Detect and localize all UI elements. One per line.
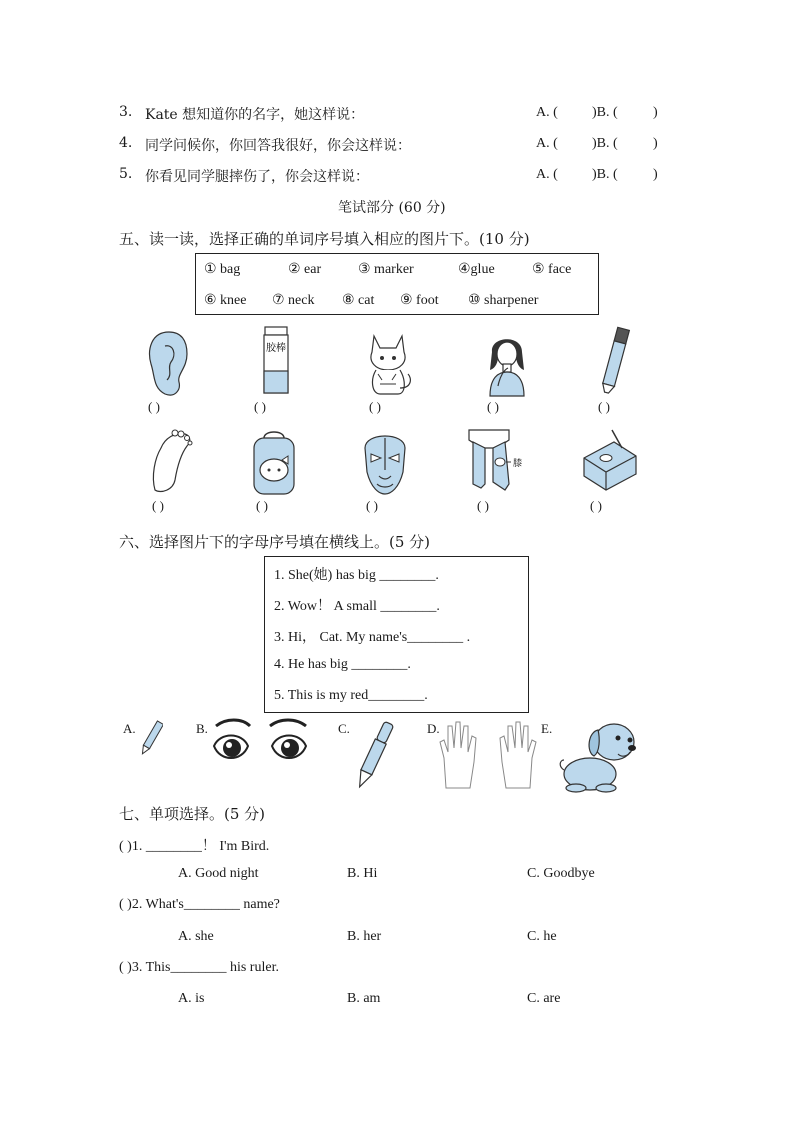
marker-picture xyxy=(596,324,636,398)
sentence-2: 2. Wow！ A small ________. xyxy=(274,599,440,614)
answer-paren[interactable]: ( ) xyxy=(254,399,266,414)
glue-label: 胶棒 xyxy=(266,343,286,354)
option-b[interactable]: B. am xyxy=(347,991,381,1006)
option-a-paren: A. ( xyxy=(536,136,558,151)
answer-paren[interactable]: ( ) xyxy=(590,498,602,513)
answer-paren[interactable]: ( ) xyxy=(598,399,610,414)
hands-picture xyxy=(438,718,538,790)
word-bank-item: ⑥ knee xyxy=(204,293,247,308)
option-a-paren: A. ( xyxy=(536,167,558,182)
word-bank-item: ⑧ cat xyxy=(342,293,375,308)
option-b-paren: )B. ( xyxy=(592,105,618,120)
option-b[interactable]: B. her xyxy=(347,929,382,944)
option-a[interactable]: A. is xyxy=(178,991,205,1006)
answer-paren[interactable]: ( ) xyxy=(256,498,268,513)
answer-paren[interactable]: ( ) xyxy=(366,498,378,513)
foot-picture xyxy=(147,428,195,496)
option-letter-d: D. xyxy=(427,721,440,736)
girl-neck-picture xyxy=(482,330,532,398)
dog-picture xyxy=(556,716,646,794)
word-bank-item: ④glue xyxy=(458,262,495,277)
option-close-paren: ) xyxy=(653,136,658,151)
option-close-paren: ) xyxy=(653,167,658,182)
option-b[interactable]: B. Hi xyxy=(347,866,378,881)
answer-paren[interactable]: ( ) xyxy=(152,498,164,513)
knee-label: 膝 xyxy=(513,459,523,469)
section6-heading: 六、选择图片下的字母序号填在横线上。(5 分) xyxy=(119,533,431,551)
answer-paren[interactable]: ( ) xyxy=(148,399,160,414)
option-a-paren: A. ( xyxy=(536,105,558,120)
option-letter-c: C. xyxy=(338,721,350,736)
listening-item-number: 3. xyxy=(119,104,133,120)
written-part-title: 笔试部分 (60 分) xyxy=(338,200,446,216)
answer-paren[interactable]: ( ) xyxy=(369,399,381,414)
ear-picture xyxy=(143,328,193,398)
word-bank-item: ③ marker xyxy=(358,262,414,277)
knee-picture xyxy=(463,426,533,496)
backpack-picture xyxy=(248,428,300,498)
option-b-paren: )B. ( xyxy=(592,167,618,182)
sentence-5: 5. This is my red________. xyxy=(274,688,428,703)
word-bank-item: ⑦ neck xyxy=(272,293,315,308)
section7-heading: 七、单项选择。(5 分) xyxy=(119,805,266,823)
opera-mask-face-picture xyxy=(359,428,411,498)
word-bank-item: ② ear xyxy=(288,262,322,277)
option-a[interactable]: A. Good night xyxy=(178,866,259,881)
listening-item-text: 你看见同学腿摔伤了，你会这样说： xyxy=(145,169,369,185)
sharpener-picture xyxy=(578,428,640,496)
section5-heading: 五、读一读，选择正确的单词序号填入相应的图片下。(10 分) xyxy=(119,230,530,248)
eyes-picture xyxy=(210,718,314,768)
option-b-paren: )B. ( xyxy=(592,136,618,151)
sentence-4: 4. He has big ________. xyxy=(274,657,411,672)
option-c[interactable]: C. Goodbye xyxy=(527,866,595,881)
listening-item-number: 4. xyxy=(119,135,133,151)
option-close-paren: ) xyxy=(653,105,658,120)
option-c[interactable]: C. are xyxy=(527,991,561,1006)
option-c[interactable]: C. he xyxy=(527,929,557,944)
sentence-3: 3. Hi， Cat. My name's________ . xyxy=(274,630,471,645)
option-a[interactable]: A. she xyxy=(178,929,214,944)
word-bank-item: ⑩ sharpener xyxy=(468,293,539,308)
glue-stick-picture xyxy=(261,325,291,397)
listening-item-text: Kate 想知道你的名字，她这样说： xyxy=(145,107,365,123)
option-letter-e: E. xyxy=(541,721,553,736)
pencil-picture xyxy=(139,718,163,758)
question-stem: ( )3. This________ his ruler. xyxy=(119,960,279,975)
option-letter-b: B. xyxy=(196,721,208,736)
answer-paren[interactable]: ( ) xyxy=(477,498,489,513)
sentence-1: 1. She(她) has big ________. xyxy=(274,568,439,583)
listening-item-number: 5. xyxy=(119,166,133,182)
question-stem: ( )2. What's________ name? xyxy=(119,897,280,912)
word-bank-item: ① bag xyxy=(204,262,241,277)
option-letter-a: A. xyxy=(123,721,136,736)
word-bank-item: ⑨ foot xyxy=(400,293,439,308)
sentence-box xyxy=(264,556,529,713)
cat-picture xyxy=(360,330,416,398)
question-stem: ( )1. ________！ I'm Bird. xyxy=(119,839,270,854)
listening-item-text: 同学问候你，你回答我很好，你会这样说： xyxy=(145,138,411,154)
pen-picture xyxy=(352,718,396,794)
word-bank-item: ⑤ face xyxy=(532,262,572,277)
answer-paren[interactable]: ( ) xyxy=(487,399,499,414)
word-bank-box xyxy=(195,253,599,315)
